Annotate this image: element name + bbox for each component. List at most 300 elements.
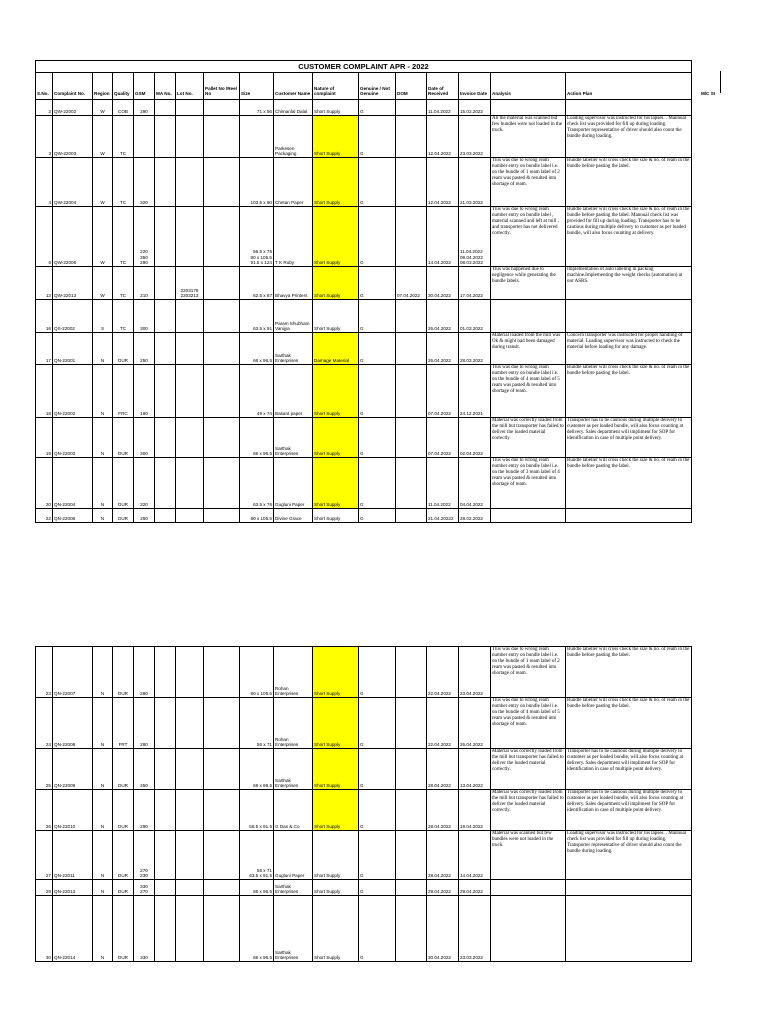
analysis-cell[interactable]: Material was correctly loaded from the mill but transporter has failed to deliver the loaded material correctly. xyxy=(491,790,566,831)
column-header-serial-number[interactable]: S.No. xyxy=(36,73,53,100)
lot-number-cell[interactable] xyxy=(176,418,204,458)
pallet-number-cell[interactable] xyxy=(204,100,240,116)
quality-cell[interactable]: TC xyxy=(113,300,134,333)
region-cell[interactable]: W xyxy=(93,158,113,207)
date-received-cell[interactable]: 29.04.2022 xyxy=(427,880,459,896)
date-received-cell[interactable]: 30.04.2022 xyxy=(427,267,459,300)
quality-cell[interactable]: DUR xyxy=(113,418,134,458)
date-received-cell[interactable]: 11.04.2022 xyxy=(427,458,459,509)
action-plan-cell[interactable]: Transporter has to be cautious during multiple delivery to customer as per loaded bundle, will also focus counting at delivery. Sales department will impliment for SOP for identification in case of multiple point delivery. xyxy=(566,790,692,831)
column-header-invoice-date[interactable]: Invoice Date xyxy=(459,73,491,100)
pallet-number-cell[interactable] xyxy=(204,333,240,365)
nature-of-complaint-cell[interactable]: Short Supply xyxy=(313,880,359,896)
column-header-customer-name[interactable]: Customer Name xyxy=(274,73,313,100)
complaint-number-cell[interactable]: QN-22011 xyxy=(53,831,93,880)
pallet-number-cell[interactable] xyxy=(204,509,240,523)
region-cell[interactable]: N xyxy=(93,509,113,523)
customer-name-cell[interactable]: Chimanlal Dalal xyxy=(274,100,313,116)
ma-number-cell[interactable] xyxy=(155,458,176,509)
date-received-cell[interactable]: 14.04.2022 xyxy=(427,207,459,267)
ma-number-cell[interactable] xyxy=(155,418,176,458)
quality-cell[interactable]: DUR xyxy=(113,458,134,509)
dom-cell[interactable] xyxy=(396,509,427,523)
dom-cell[interactable] xyxy=(396,831,427,880)
pallet-number-cell[interactable] xyxy=(204,418,240,458)
complaint-number-cell[interactable]: QN-22001 xyxy=(53,333,93,365)
lot-number-cell[interactable] xyxy=(176,880,204,896)
complaint-number-cell[interactable]: QW-22006 xyxy=(53,207,93,267)
invoice-date-cell[interactable]: 28.03.2022 xyxy=(459,333,491,365)
date-received-cell[interactable]: 07.04.2022 xyxy=(427,418,459,458)
dom-cell[interactable] xyxy=(396,749,427,790)
customer-name-cell[interactable]: Basant paper xyxy=(274,365,313,418)
lot-number-cell[interactable] xyxy=(176,158,204,207)
action-plan-cell[interactable]: Bundle labeller will cross check the size & no. of ream in the bundle before pasting the label. xyxy=(566,458,692,509)
customer-name-cell[interactable]: Sarthak Enterprises xyxy=(274,749,313,790)
customer-name-cell[interactable]: G Das & Co xyxy=(274,790,313,831)
column-header-pallet-number[interactable]: Pallet No /Reel No xyxy=(204,73,240,100)
pallet-number-cell[interactable] xyxy=(204,698,240,749)
gsm-cell[interactable]: 190 xyxy=(134,365,155,418)
analysis-cell[interactable]: Material loaded from the mill was Ok & might had been damaged during transit. xyxy=(491,333,566,365)
invoice-date-cell[interactable]: 21.03.2022 xyxy=(459,158,491,207)
action-plan-cell[interactable]: Bundle labeller will cross check the size & no. of ream in the bundle before pasting the label. xyxy=(566,647,692,698)
gsm-cell[interactable]: 320 xyxy=(134,458,155,509)
analysis-cell[interactable] xyxy=(491,880,566,896)
analysis-cell[interactable]: This was due to wrong ream number entry on bundle label i.e. on the bundle of 4 ream label of 5 ream was pasted & resulted into shortage of ream. xyxy=(491,365,566,418)
column-header-size[interactable]: Size xyxy=(240,73,274,100)
size-cell[interactable]: 56 x 71 63.5 x 91.5 xyxy=(240,831,274,880)
column-header-complaint-number[interactable]: Complaint No. xyxy=(53,73,93,100)
serial-number-cell[interactable]: 25 xyxy=(36,749,53,790)
region-cell[interactable]: N xyxy=(93,418,113,458)
dom-cell[interactable] xyxy=(396,880,427,896)
invoice-date-cell[interactable]: 19.04.2022 xyxy=(459,790,491,831)
action-plan-cell[interactable] xyxy=(566,300,692,333)
nature-of-complaint-cell[interactable]: Damage Material xyxy=(313,333,359,365)
ma-number-cell[interactable] xyxy=(155,300,176,333)
complaint-number-cell[interactable]: QW-22003 xyxy=(53,116,93,158)
complaint-number-cell[interactable]: QN-22013 xyxy=(53,880,93,896)
customer-name-cell[interactable]: Chetan Paper xyxy=(274,158,313,207)
pallet-number-cell[interactable] xyxy=(204,267,240,300)
gsm-cell[interactable]: 330 270 xyxy=(134,880,155,896)
dom-cell[interactable] xyxy=(396,698,427,749)
date-received-cell[interactable]: 30.04.2022 xyxy=(427,896,459,962)
dom-cell[interactable]: 07.04.2022 xyxy=(396,267,427,300)
quality-cell[interactable]: DUR xyxy=(113,749,134,790)
nature-of-complaint-cell[interactable]: Short Supply xyxy=(313,509,359,523)
serial-number-cell[interactable]: 6 xyxy=(36,207,53,267)
column-header-date-received[interactable]: Date of Received xyxy=(427,73,459,100)
pallet-number-cell[interactable] xyxy=(204,880,240,896)
quality-cell[interactable]: DUR xyxy=(113,831,134,880)
column-header-region[interactable]: Region xyxy=(93,73,113,100)
invoice-date-cell[interactable]: 28.02.2022 xyxy=(459,509,491,523)
region-cell[interactable]: N xyxy=(93,333,113,365)
serial-number-cell[interactable]: 16 xyxy=(36,300,53,333)
pallet-number-cell[interactable] xyxy=(204,116,240,158)
column-header-genuine-status[interactable]: Genuine / Not Genuine xyxy=(359,73,396,100)
column-header-action-plan[interactable]: Action Plan xyxy=(566,73,692,100)
size-cell[interactable]: 71 x 56 xyxy=(240,100,274,116)
customer-name-cell[interactable]: Rohan Enterprises xyxy=(274,698,313,749)
pallet-number-cell[interactable] xyxy=(204,831,240,880)
quality-cell[interactable]: DUR xyxy=(113,333,134,365)
region-cell[interactable]: N xyxy=(93,896,113,962)
dom-cell[interactable] xyxy=(396,207,427,267)
serial-number-cell[interactable]: 22 xyxy=(36,509,53,523)
genuine-status-cell[interactable]: G xyxy=(359,647,396,698)
dom-cell[interactable] xyxy=(396,116,427,158)
complaint-number-cell[interactable]: QN-22008 xyxy=(53,698,93,749)
dom-cell[interactable] xyxy=(396,647,427,698)
ma-number-cell[interactable] xyxy=(155,333,176,365)
region-cell[interactable]: W xyxy=(93,100,113,116)
nature-of-complaint-cell[interactable]: Short Supply xyxy=(313,831,359,880)
pallet-number-cell[interactable] xyxy=(204,749,240,790)
date-received-cell[interactable]: 22.04.2022 xyxy=(427,647,459,698)
genuine-status-cell[interactable]: G xyxy=(359,207,396,267)
region-cell[interactable]: N xyxy=(93,831,113,880)
ma-number-cell[interactable] xyxy=(155,100,176,116)
genuine-status-cell[interactable]: G xyxy=(359,749,396,790)
nature-of-complaint-cell[interactable]: Short Supply xyxy=(313,300,359,333)
nature-of-complaint-cell[interactable]: Short Supply xyxy=(313,116,359,158)
region-cell[interactable]: W xyxy=(93,267,113,300)
dom-cell[interactable] xyxy=(396,158,427,207)
customer-name-cell[interactable]: Sarthak Enterprises xyxy=(274,896,313,962)
lot-number-cell[interactable] xyxy=(176,698,204,749)
ma-number-cell[interactable] xyxy=(155,207,176,267)
gsm-cell[interactable]: 280 xyxy=(134,698,155,749)
quality-cell[interactable]: TC xyxy=(113,207,134,267)
invoice-date-cell[interactable]: 23.04.2022 xyxy=(459,647,491,698)
quality-cell[interactable]: DUR xyxy=(113,896,134,962)
action-plan-cell[interactable] xyxy=(566,509,692,523)
genuine-status-cell[interactable]: G xyxy=(359,880,396,896)
date-received-cell[interactable]: 12.04.2022 xyxy=(427,158,459,207)
complaint-number-cell[interactable]: QW-22002 xyxy=(53,100,93,116)
pallet-number-cell[interactable] xyxy=(204,207,240,267)
action-plan-cell[interactable] xyxy=(566,896,692,962)
region-cell[interactable]: N xyxy=(93,749,113,790)
dom-cell[interactable] xyxy=(396,458,427,509)
action-plan-cell[interactable] xyxy=(566,880,692,896)
nature-of-complaint-cell[interactable]: Short Supply xyxy=(313,749,359,790)
gsm-cell[interactable]: 270 230 xyxy=(134,831,155,880)
invoice-date-cell[interactable]: 15.02.2022 xyxy=(459,100,491,116)
serial-number-cell[interactable]: 3 xyxy=(36,116,53,158)
invoice-date-cell[interactable]: 26.04.2022 xyxy=(459,698,491,749)
lot-number-cell[interactable] xyxy=(176,207,204,267)
lot-number-cell[interactable] xyxy=(176,458,204,509)
gsm-cell[interactable] xyxy=(134,116,155,158)
action-plan-cell[interactable]: Concern transporter was instructed for proper handling of material. Loading supervisor was instructed to check the material before loading for any damage. xyxy=(566,333,692,365)
ma-number-cell[interactable] xyxy=(155,116,176,158)
date-received-cell[interactable]: 11.04.2022 xyxy=(427,100,459,116)
invoice-date-cell[interactable]: 01.03.2022 xyxy=(459,300,491,333)
ma-number-cell[interactable] xyxy=(155,267,176,300)
quality-cell[interactable]: DUR xyxy=(113,880,134,896)
customer-name-cell[interactable]: T K Ruby xyxy=(274,207,313,267)
dom-cell[interactable] xyxy=(396,896,427,962)
analysis-cell[interactable]: This was due to wrong ream number entry on bundle label i.e. on the bundle of 4 ream label of 5 ream was pasted & resulted into shortage of ream. xyxy=(491,698,566,749)
analysis-cell[interactable] xyxy=(491,100,566,116)
quality-cell[interactable]: TC xyxy=(113,116,134,158)
genuine-status-cell[interactable]: G xyxy=(359,333,396,365)
column-header-dom[interactable]: DOM xyxy=(396,73,427,100)
ma-number-cell[interactable] xyxy=(155,509,176,523)
complaint-number-cell[interactable]: QW-22004 xyxy=(53,158,93,207)
region-cell[interactable]: N xyxy=(93,647,113,698)
invoice-date-cell[interactable]: 11.04.2022 09.04.2022 08.03.2022 xyxy=(459,207,491,267)
genuine-status-cell[interactable]: G xyxy=(359,116,396,158)
region-cell[interactable]: N xyxy=(93,790,113,831)
action-plan-cell[interactable]: Bundle labeller will cross check the size & no. of ream in the bundle before pasting the label. Mannual check list was provided for fill up during loading. Transporter has to be cautious during multiple delivery to customer as per loaded bundle, will also focus counting at delivery. xyxy=(566,207,692,267)
pallet-number-cell[interactable] xyxy=(204,365,240,418)
ma-number-cell[interactable] xyxy=(155,365,176,418)
serial-number-cell[interactable]: 29 xyxy=(36,880,53,896)
genuine-status-cell[interactable]: G xyxy=(359,831,396,880)
date-received-cell[interactable]: 12.04.2022 xyxy=(427,116,459,158)
size-cell[interactable]: 80 x 105.5 xyxy=(240,509,274,523)
dom-cell[interactable] xyxy=(396,333,427,365)
dom-cell[interactable] xyxy=(396,365,427,418)
serial-number-cell[interactable]: 18 xyxy=(36,365,53,418)
ma-number-cell[interactable] xyxy=(155,749,176,790)
gsm-cell[interactable]: 290 xyxy=(134,100,155,116)
lot-number-cell[interactable] xyxy=(176,831,204,880)
complaint-number-cell[interactable]: QN-22006 xyxy=(53,509,93,523)
pallet-number-cell[interactable] xyxy=(204,158,240,207)
customer-name-cell[interactable]: Sarthak Enterprises xyxy=(274,880,313,896)
ma-number-cell[interactable] xyxy=(155,880,176,896)
region-cell[interactable]: N xyxy=(93,365,113,418)
analysis-cell[interactable]: This was due to wrong ream number entry on bundle label , material scanned and left at mill , and transporter has not delivered correctly. xyxy=(491,207,566,267)
serial-number-cell[interactable]: 19 xyxy=(36,418,53,458)
genuine-status-cell[interactable]: G xyxy=(359,698,396,749)
region-cell[interactable]: W xyxy=(93,207,113,267)
ma-number-cell[interactable] xyxy=(155,896,176,962)
nature-of-complaint-cell[interactable]: Short Supply xyxy=(313,100,359,116)
analysis-cell[interactable]: Material was correctly loaded from the mill but transporter has failed to deliver the loaded material correctly. xyxy=(491,418,566,458)
nature-of-complaint-cell[interactable]: Short Supply xyxy=(313,698,359,749)
size-cell[interactable] xyxy=(240,116,274,158)
nature-of-complaint-cell[interactable]: Short Supply xyxy=(313,158,359,207)
lot-number-cell[interactable] xyxy=(176,333,204,365)
size-cell[interactable]: 58.5 x 91.5 xyxy=(240,790,274,831)
genuine-status-cell[interactable]: G xyxy=(359,458,396,509)
region-cell[interactable]: N xyxy=(93,458,113,509)
lot-number-cell[interactable] xyxy=(176,365,204,418)
complaint-number-cell[interactable]: QN-22004 xyxy=(53,458,93,509)
lot-number-cell[interactable] xyxy=(176,790,204,831)
complaint-number-cell[interactable]: QN-22003 xyxy=(53,418,93,458)
serial-number-cell[interactable]: 20 xyxy=(36,458,53,509)
complaint-number-cell[interactable]: QN-22002 xyxy=(53,365,93,418)
customer-name-cell[interactable]: Sarthak Enterprises xyxy=(274,418,313,458)
nature-of-complaint-cell[interactable]: Short Supply xyxy=(313,207,359,267)
analysis-cell[interactable]: Material was scanned but few bundles were not loaded in the truck. xyxy=(491,831,566,880)
size-cell[interactable]: 63.5 x 76 xyxy=(240,458,274,509)
gsm-cell[interactable]: 290 xyxy=(134,790,155,831)
invoice-date-cell[interactable]: 17.04.2022 xyxy=(459,267,491,300)
region-cell[interactable]: N xyxy=(93,880,113,896)
action-plan-cell[interactable] xyxy=(566,100,692,116)
gsm-cell[interactable]: 220 350 290 xyxy=(134,207,155,267)
serial-number-cell[interactable]: 24 xyxy=(36,698,53,749)
analysis-cell[interactable] xyxy=(491,509,566,523)
genuine-status-cell[interactable]: G xyxy=(359,158,396,207)
action-plan-cell[interactable]: Transporter has to be cautious during multiple delivery to customer as per loaded bundle, will also focus counting at delivery. Sales department will impliment for SOP for identification in case of multiple point delivery. xyxy=(566,749,692,790)
size-cell[interactable]: 80 x 105.5 xyxy=(240,647,274,698)
serial-number-cell[interactable]: 26 xyxy=(36,790,53,831)
quality-cell[interactable]: TC xyxy=(113,267,134,300)
genuine-status-cell[interactable]: G xyxy=(359,365,396,418)
dom-cell[interactable] xyxy=(396,300,427,333)
date-received-cell[interactable]: 26.04.2022 xyxy=(427,333,459,365)
region-cell[interactable]: W xyxy=(93,116,113,158)
ma-number-cell[interactable] xyxy=(155,647,176,698)
analysis-cell[interactable]: This was due to wrong ream number entry on bundle label i.e. on the bundle of 1 ream label of 2 ream was pasted & resulted into shortage of ream. xyxy=(491,647,566,698)
pallet-number-cell[interactable] xyxy=(204,790,240,831)
analysis-cell[interactable]: This was due to wrong ream number entry on bundle label i.e. on the bundle of 3 ream label of 4 ream was pasted & resulted into shortage of ream. xyxy=(491,458,566,509)
invoice-date-cell[interactable]: 13.04.2022 xyxy=(459,749,491,790)
nature-of-complaint-cell[interactable]: Short Supply xyxy=(313,365,359,418)
pallet-number-cell[interactable] xyxy=(204,647,240,698)
customer-name-cell[interactable]: Sarthak Enterprises xyxy=(274,333,313,365)
nature-of-complaint-cell[interactable]: Short Supply xyxy=(313,896,359,962)
complaint-number-cell[interactable]: QN-22014 xyxy=(53,896,93,962)
lot-number-cell[interactable] xyxy=(176,116,204,158)
gsm-cell[interactable]: 320 xyxy=(134,158,155,207)
serial-number-cell[interactable]: 17 xyxy=(36,333,53,365)
genuine-status-cell[interactable]: G xyxy=(359,896,396,962)
pallet-number-cell[interactable] xyxy=(204,300,240,333)
nature-of-complaint-cell[interactable]: Short Supply xyxy=(313,267,359,300)
complaint-number-cell[interactable]: QN-22009 xyxy=(53,749,93,790)
serial-number-cell[interactable]: 27 xyxy=(36,831,53,880)
complaint-number-cell[interactable]: QS-22002 xyxy=(53,300,93,333)
customer-name-cell[interactable]: Parkesen Packaging xyxy=(274,116,313,158)
serial-number-cell[interactable]: 2 xyxy=(36,100,53,116)
invoice-date-cell[interactable]: 04.04.2022 xyxy=(459,458,491,509)
invoice-date-cell[interactable]: 23.03.2022 xyxy=(459,116,491,158)
quality-cell[interactable]: FRC xyxy=(113,365,134,418)
gsm-cell[interactable]: 300 xyxy=(134,418,155,458)
date-received-cell[interactable]: 28.04.2022 xyxy=(427,790,459,831)
lot-number-cell[interactable] xyxy=(176,647,204,698)
customer-name-cell[interactable]: Rohan Enterprises xyxy=(274,647,313,698)
date-received-cell[interactable]: 26.04.2022 xyxy=(427,300,459,333)
action-plan-cell[interactable]: Transporter has to be cautious during multiple delivery to customer as per loaded bundle, will also focus counting at delivery. Sales department will impliment for SOP for identification in case of multiple point delivery. xyxy=(566,418,692,458)
ma-number-cell[interactable] xyxy=(155,158,176,207)
gsm-cell[interactable]: 250 xyxy=(134,509,155,523)
column-header-analysis[interactable]: Analysis xyxy=(491,73,566,100)
size-cell[interactable]: 56.5 x 76 80 x 105.5 91.5 x 124 xyxy=(240,207,274,267)
analysis-cell[interactable]: This was happened due to negligence while generating the bundle labels. xyxy=(491,267,566,300)
gsm-cell[interactable]: 210 xyxy=(134,267,155,300)
invoice-date-cell[interactable]: 14.04.2022 xyxy=(459,831,491,880)
customer-name-cell[interactable]: Divine Grace xyxy=(274,509,313,523)
action-plan-cell[interactable]: Bundle labeller will cross check the size & no. of ream in the bundle before pasting the label. xyxy=(566,698,692,749)
quality-cell[interactable]: COB xyxy=(113,100,134,116)
column-header-nature-of-complaint[interactable]: Nature of complaint xyxy=(313,73,359,100)
analysis-cell[interactable] xyxy=(491,896,566,962)
dom-cell[interactable] xyxy=(396,418,427,458)
size-cell[interactable]: 66 x 96.5 xyxy=(240,333,274,365)
nature-of-complaint-cell[interactable]: Short Supply xyxy=(313,647,359,698)
action-plan-cell[interactable]: Bundle labeller will cross check the size & no. of ream in the bundle before pasting the label. xyxy=(566,365,692,418)
date-received-cell[interactable]: 28.04.2022 xyxy=(427,749,459,790)
quality-cell[interactable]: DUR xyxy=(113,647,134,698)
quality-cell[interactable]: TC xyxy=(113,158,134,207)
quality-cell[interactable]: DUR xyxy=(113,509,134,523)
serial-number-cell[interactable]: 13 xyxy=(36,267,53,300)
gsm-cell[interactable]: 330 xyxy=(134,896,155,962)
gsm-cell[interactable]: 250 xyxy=(134,749,155,790)
lot-number-cell[interactable] xyxy=(176,509,204,523)
nature-of-complaint-cell[interactable]: Short Supply xyxy=(313,790,359,831)
nature-of-complaint-cell[interactable]: Short Supply xyxy=(313,418,359,458)
serial-number-cell[interactable]: 4 xyxy=(36,158,53,207)
quality-cell[interactable]: FRT xyxy=(113,698,134,749)
column-header-gsm[interactable]: GSM xyxy=(134,73,155,100)
lot-number-cell[interactable] xyxy=(176,300,204,333)
invoice-date-cell[interactable]: 23.03.2022 xyxy=(459,896,491,962)
size-cell[interactable]: 66 x 96.5 xyxy=(240,880,274,896)
lot-number-cell[interactable] xyxy=(176,100,204,116)
customer-name-cell[interactable]: Bhavya Printers xyxy=(274,267,313,300)
quality-cell[interactable]: DUR xyxy=(113,790,134,831)
action-plan-cell[interactable]: Bundle labeller will cross check the size & no. of ream in the bundle before pasting the label. xyxy=(566,158,692,207)
complaint-number-cell[interactable]: QW-22013 xyxy=(53,267,93,300)
ma-number-cell[interactable] xyxy=(155,698,176,749)
gsm-cell[interactable]: 250 xyxy=(134,333,155,365)
analysis-cell[interactable]: Material was correctly loaded from the mill but transporter has failed to deliver the loaded material correctly. xyxy=(491,749,566,790)
size-cell[interactable]: 63.5 x 91 xyxy=(240,300,274,333)
date-received-cell[interactable]: 28.04.2022 xyxy=(427,831,459,880)
complaint-number-cell[interactable]: QN-22007 xyxy=(53,647,93,698)
genuine-status-cell[interactable]: G xyxy=(359,418,396,458)
size-cell[interactable]: 66 x 96.5 xyxy=(240,896,274,962)
ma-number-cell[interactable] xyxy=(155,790,176,831)
customer-name-cell[interactable]: Param Shubham Vanijya xyxy=(274,300,313,333)
genuine-status-cell[interactable]: G xyxy=(359,509,396,523)
invoice-date-cell[interactable]: 29.04.2022 xyxy=(459,880,491,896)
column-header-lot-number[interactable]: Lot No. xyxy=(176,73,204,100)
analysis-cell[interactable]: All the material was scanned but few bundles were not loaded in the truck. xyxy=(491,116,566,158)
ma-number-cell[interactable] xyxy=(155,831,176,880)
complaint-number-cell[interactable]: QN-22010 xyxy=(53,790,93,831)
region-cell[interactable]: N xyxy=(93,698,113,749)
nature-of-complaint-cell[interactable]: Short Supply xyxy=(313,458,359,509)
size-cell[interactable]: 103.5 x 90 xyxy=(240,158,274,207)
pallet-number-cell[interactable] xyxy=(204,896,240,962)
genuine-status-cell[interactable]: G xyxy=(359,100,396,116)
column-header-quality[interactable]: Quality xyxy=(113,73,134,100)
action-plan-cell[interactable]: Loading supervisor was instructed for his lapses. . Mannual check list was provided for fill up during loading. Transporter representative of driver should also count the bundle during loading. xyxy=(566,831,692,880)
customer-name-cell[interactable]: Gugluni Paper xyxy=(274,458,313,509)
genuine-status-cell[interactable]: G xyxy=(359,300,396,333)
lot-number-cell[interactable] xyxy=(176,749,204,790)
dom-cell[interactable] xyxy=(396,790,427,831)
date-received-cell[interactable]: 21.04.20222 xyxy=(427,509,459,523)
analysis-cell[interactable]: This was due to wrong ream number entry on bundle label i.e. on the bundle of 1 ream label of 2 ream was pasted & resulted into shortage of ream. xyxy=(491,158,566,207)
dom-cell[interactable] xyxy=(396,100,427,116)
gsm-cell[interactable]: 300 xyxy=(134,300,155,333)
